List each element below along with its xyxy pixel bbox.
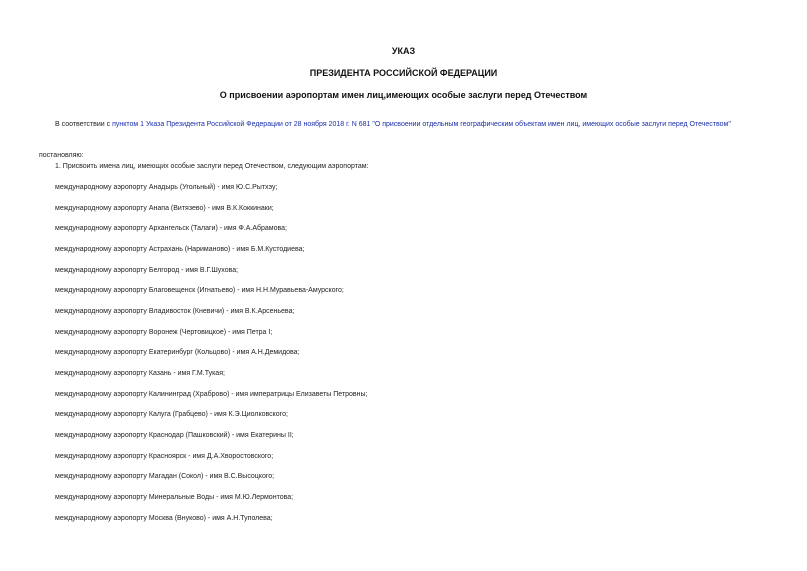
airport-item: международному аэропорту Белгород - имя В.Г.Шухова; — [55, 267, 239, 274]
airport-item: международному аэропорту Анапа (Витязево) - имя В.К.Коккинаки; — [55, 205, 274, 212]
airport-item: международному аэропорту Магадан (Сокол) - имя В.С.Высоцкого; — [55, 473, 275, 480]
airport-item: международному аэропорту Астрахань (Нариманово) - имя Б.М.Кустодиева; — [55, 246, 305, 253]
airport-item: международному аэропорту Благовещенск (Игнатьево) - имя Н.Н.Муравьева-Амурского; — [55, 287, 344, 294]
airport-item: международному аэропорту Казань - имя Г.М.Тукая; — [55, 370, 225, 377]
airport-item: международному аэропорту Анадырь (Угольный) - имя Ю.С.Рытхэу; — [55, 184, 278, 191]
preamble-link[interactable]: пунктом 1 Указа Президента Российской Федерации от 28 ноября 2018 г. N 681 "О присвоении отдельным географическим объектам имен лиц, имеющих особые заслуги перед Отечеством" — [112, 121, 731, 128]
airport-item: международному аэропорту Красноярск - имя Д.А.Хворостовского; — [55, 453, 274, 460]
item-1: 1. Присвоить имена лиц, имеющих особые заслуги перед Отечеством, следующим аэропортам: — [55, 163, 369, 170]
decree-word: постановляю: — [39, 152, 84, 159]
airport-item: международному аэропорту Екатеринбург (Кольцово) - имя А.Н.Демидова; — [55, 349, 300, 356]
airport-item: международному аэропорту Минеральные Воды - имя М.Ю.Лермонтова; — [55, 494, 294, 501]
airport-item: международному аэропорту Калининград (Храброво) - имя императрицы Елизаветы Петровны; — [55, 391, 368, 398]
preamble — [55, 120, 795, 129]
preamble-prefix: В соответствии с — [55, 121, 113, 128]
airport-item: международному аэропорту Калуга (Грабцево) - имя К.Э.Циолковского; — [55, 411, 288, 418]
airport-item: международному аэропорту Краснодар (Пашковский) - имя Екатерины II; — [55, 432, 294, 439]
airport-item: международному аэропорту Воронеж (Чертовицкое) - имя Петра I; — [55, 329, 273, 336]
airport-item: международному аэропорту Москва (Внуково) - имя А.Н.Туполева; — [55, 515, 273, 522]
document-issuer: ПРЕЗИДЕНТА РОССИЙСКОЙ ФЕДЕРАЦИИ — [309, 68, 498, 78]
airport-item: международному аэропорту Архангельск (Талаги) - имя Ф.А.Абрамова; — [55, 225, 287, 232]
document-subject: О присвоении аэропортам имен лиц,имеющих особые заслуги перед Отечеством — [219, 90, 588, 100]
airport-item: международному аэропорту Владивосток (Кневичи) - имя В.К.Арсеньева; — [55, 308, 295, 315]
document-heading: УКАЗ — [391, 46, 416, 56]
